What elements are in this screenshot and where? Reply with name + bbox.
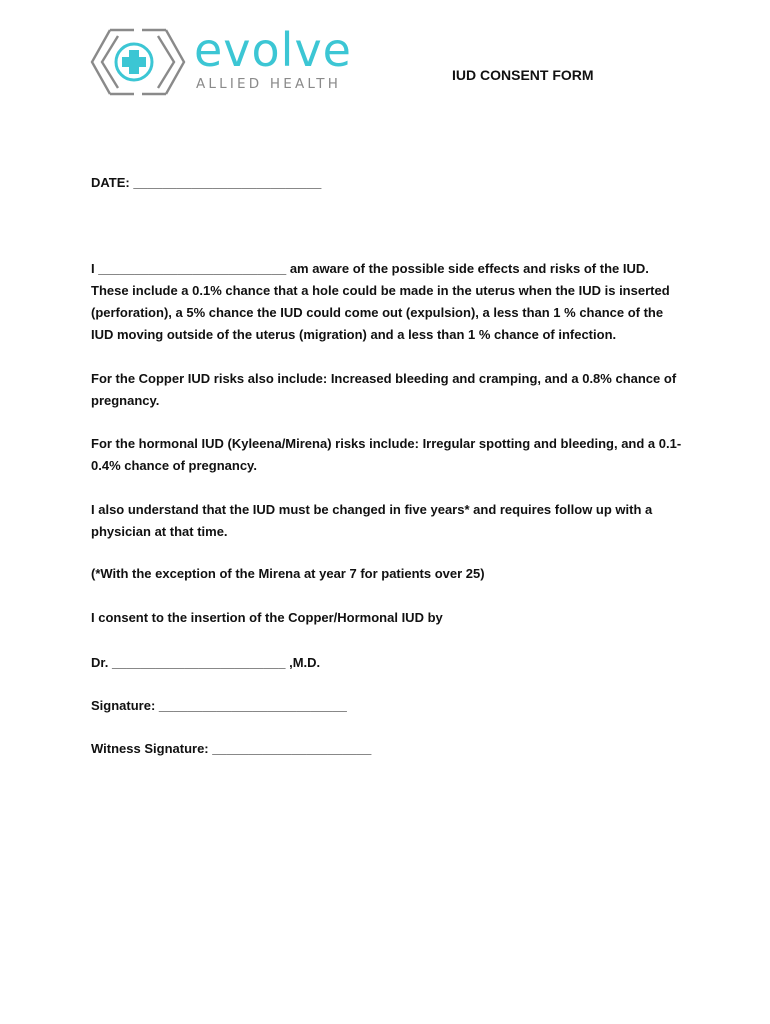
signature-field[interactable]: Signature: __________________________ (91, 698, 347, 713)
hormonal-risks-paragraph: For the hormonal IUD (Kyleena/Mirena) risks include: Irregular spotting and bleeding, and a 0.1-0.4% chance of pregnancy. (91, 436, 682, 473)
date-field[interactable]: DATE: __________________________ (91, 175, 322, 190)
consent-statement: I consent to the insertion of the Copper/Hormonal IUD by (91, 610, 443, 625)
form-title: IUD CONSENT FORM (452, 67, 594, 83)
logo-subtitle: ALLIED HEALTH (196, 76, 342, 92)
logo-wordmark: evolve (194, 23, 352, 77)
exception-note: (*With the exception of the Mirena at year 7 for patients over 25) (91, 566, 485, 581)
evolve-logo (88, 23, 352, 98)
copper-risks-paragraph: For the Copper IUD risks also include: Increased bleeding and cramping, and a 0.8% chance of pregnancy. (91, 371, 677, 408)
change-paragraph: I also understand that the IUD must be changed in five years* and requires follow up with a physician at that time. (91, 502, 653, 539)
doctor-name-field[interactable]: Dr. ________________________ ,M.D. (91, 655, 321, 670)
medical-cross-logo-icon (88, 26, 188, 98)
intro-paragraph: I __________________________ am aware of the possible side effects and risks of the IUD. These include a 0.1% chance that a hole could be made in the uterus when the IUD is inserted (perforation), a 5% chance the IUD could come out (expulsion), a less than 1 % chance of the IUD moving outside of the uterus (migration) and a less than 1 % chance of infection. (91, 261, 670, 342)
witness-signature-field[interactable]: Witness Signature: ______________________ (91, 741, 372, 756)
